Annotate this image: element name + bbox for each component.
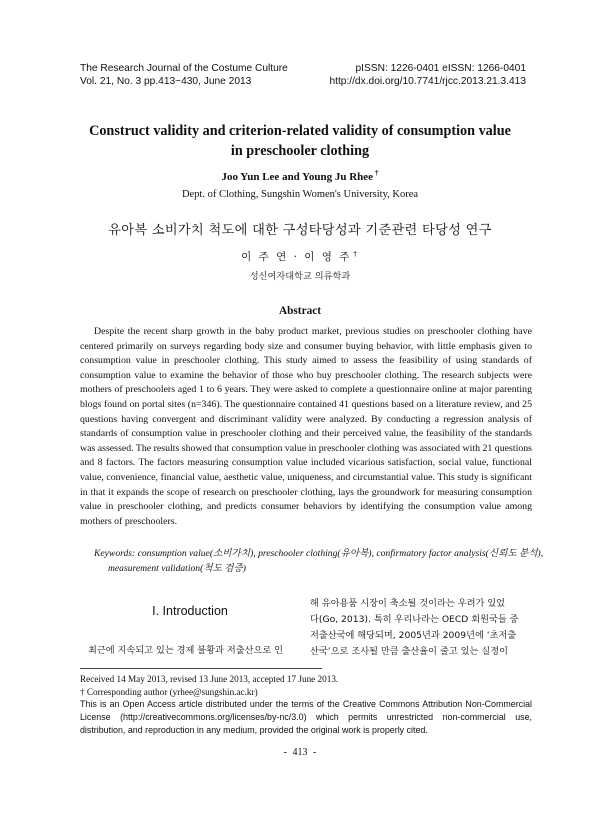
intro-left-column: 최근에 지속되고 있는 경제 불황과 저출산으로 인 bbox=[88, 645, 284, 656]
korean-author-line bbox=[60, 249, 540, 264]
corresponding-author: † Corresponding author (yrhee@sungshin.ac.kr) bbox=[80, 686, 258, 697]
author-names: Joo Yun Lee and Young Ju Rhee bbox=[221, 171, 374, 183]
korean-title: 유아복 소비가치 척도에 대한 구성타당성과 기준관련 타당성 연구 bbox=[108, 223, 492, 238]
abstract-text: Despite the recent sharp growth in the baby product market, previous studies on preschooler clothing have centered primarily on surveys regarding body size and consumer buying behavior, with little emphasis given to consumption value in preschooler clothing. This study aimed to assess the feasibility of using standards of consumption value to examine the behavior of those who buy preschooler clothing. The research subjects were mothers of preschoolers aged 1 to 6 years. They were asked to complete a questionnaire online at major parenting blogs found on portal sites (n=346). The questionnaire contained 41 questions based on a literature review, and 25 questions having convergent and discriminant validity were analyzed. By conducting a regression analysis of standards of consumption value in preschooler clothing and their perceived value, the feasibility of the standards was assessed. The results showed that consumption value in preschooler clothing was associated with 21 questions and 8 factors. The factors measuring consumption value included vicarious satisfaction, social value, functional value, convenience, financial value, aesthetic value, uniqueness, and circumstantial value. This study is significant in that it expands the scope of research on preschooler clothing, lays the groundwork for measuring consumption value in preschooler clothing, and predicts consumer behaviors by identifying the consumption value among mothers of preschoolers. bbox=[80, 326, 533, 527]
intro-right-column bbox=[310, 596, 532, 660]
keywords: Keywords: consumption value(소비가치), preschooler clothing(유아복), confirmatory factor analysis(신뢰도 분석), measurement validation(척도 검증) bbox=[94, 548, 544, 574]
journal-issn: pISSN: 1226-0401 eISSN: 1266-0401 bbox=[355, 63, 526, 74]
received-dates: Received 14 May 2013, revised 13 June 2013, accepted 17 June 2013. bbox=[80, 674, 339, 684]
intro-right-line: 해 유아용품 시장이 축소될 것이라는 우려가 있었 bbox=[310, 598, 506, 609]
section-heading-introduction: I. Introduction bbox=[152, 604, 228, 618]
paper-title-line1: Construct validity and criterion-related validity of consumption value bbox=[89, 123, 511, 139]
korean-corresponding-dagger: † bbox=[353, 249, 359, 258]
journal-header-left bbox=[80, 63, 288, 88]
footnotes bbox=[80, 673, 532, 737]
journal-header-right bbox=[329, 63, 526, 88]
author-line bbox=[60, 171, 540, 183]
paper-title bbox=[60, 121, 540, 161]
intro-right-line: 다(Go, 2013). 특히 우리나라는 OECD 회원국들 중 bbox=[310, 614, 519, 625]
page-number: - 413 - bbox=[283, 747, 317, 758]
korean-affiliation: 성신여자대학교 의류학과 bbox=[249, 271, 351, 282]
intro-right-line: 산국’으로 조사될 만큼 출산율이 줄고 있는 실정이 bbox=[310, 646, 508, 657]
journal-name: The Research Journal of the Costume Culture bbox=[80, 63, 288, 74]
open-access-notice: This is an Open Access article distributed under the terms of the Creative Commons Attribution Non-Commercial License (http://creativecommons.org/licenses/by-nc/3.0) which permits unrestricted non-commercial use, distribution, and reproduction in any medium, provided the original work is properly cited. bbox=[80, 699, 532, 735]
corresponding-dagger: † bbox=[375, 169, 379, 178]
paper-title-line2: in preschooler clothing bbox=[230, 143, 370, 159]
affiliation: Dept. of Clothing, Sungshin Women's University, Korea bbox=[181, 189, 419, 200]
footnote-divider bbox=[80, 668, 322, 669]
intro-right-line: 저출산국에 해당되며, 2005년과 2009년에 ‘초저출 bbox=[310, 630, 517, 641]
journal-volume: Vol. 21, No. 3 pp.413~430, June 2013 bbox=[80, 75, 252, 87]
abstract-heading: Abstract bbox=[278, 305, 322, 317]
korean-author-names: 이 주 연 · 이 영 주 bbox=[241, 251, 352, 263]
journal-doi[interactable]: http://dx.doi.org/10.7741/rjcc.2013.21.3.413 bbox=[329, 75, 526, 87]
